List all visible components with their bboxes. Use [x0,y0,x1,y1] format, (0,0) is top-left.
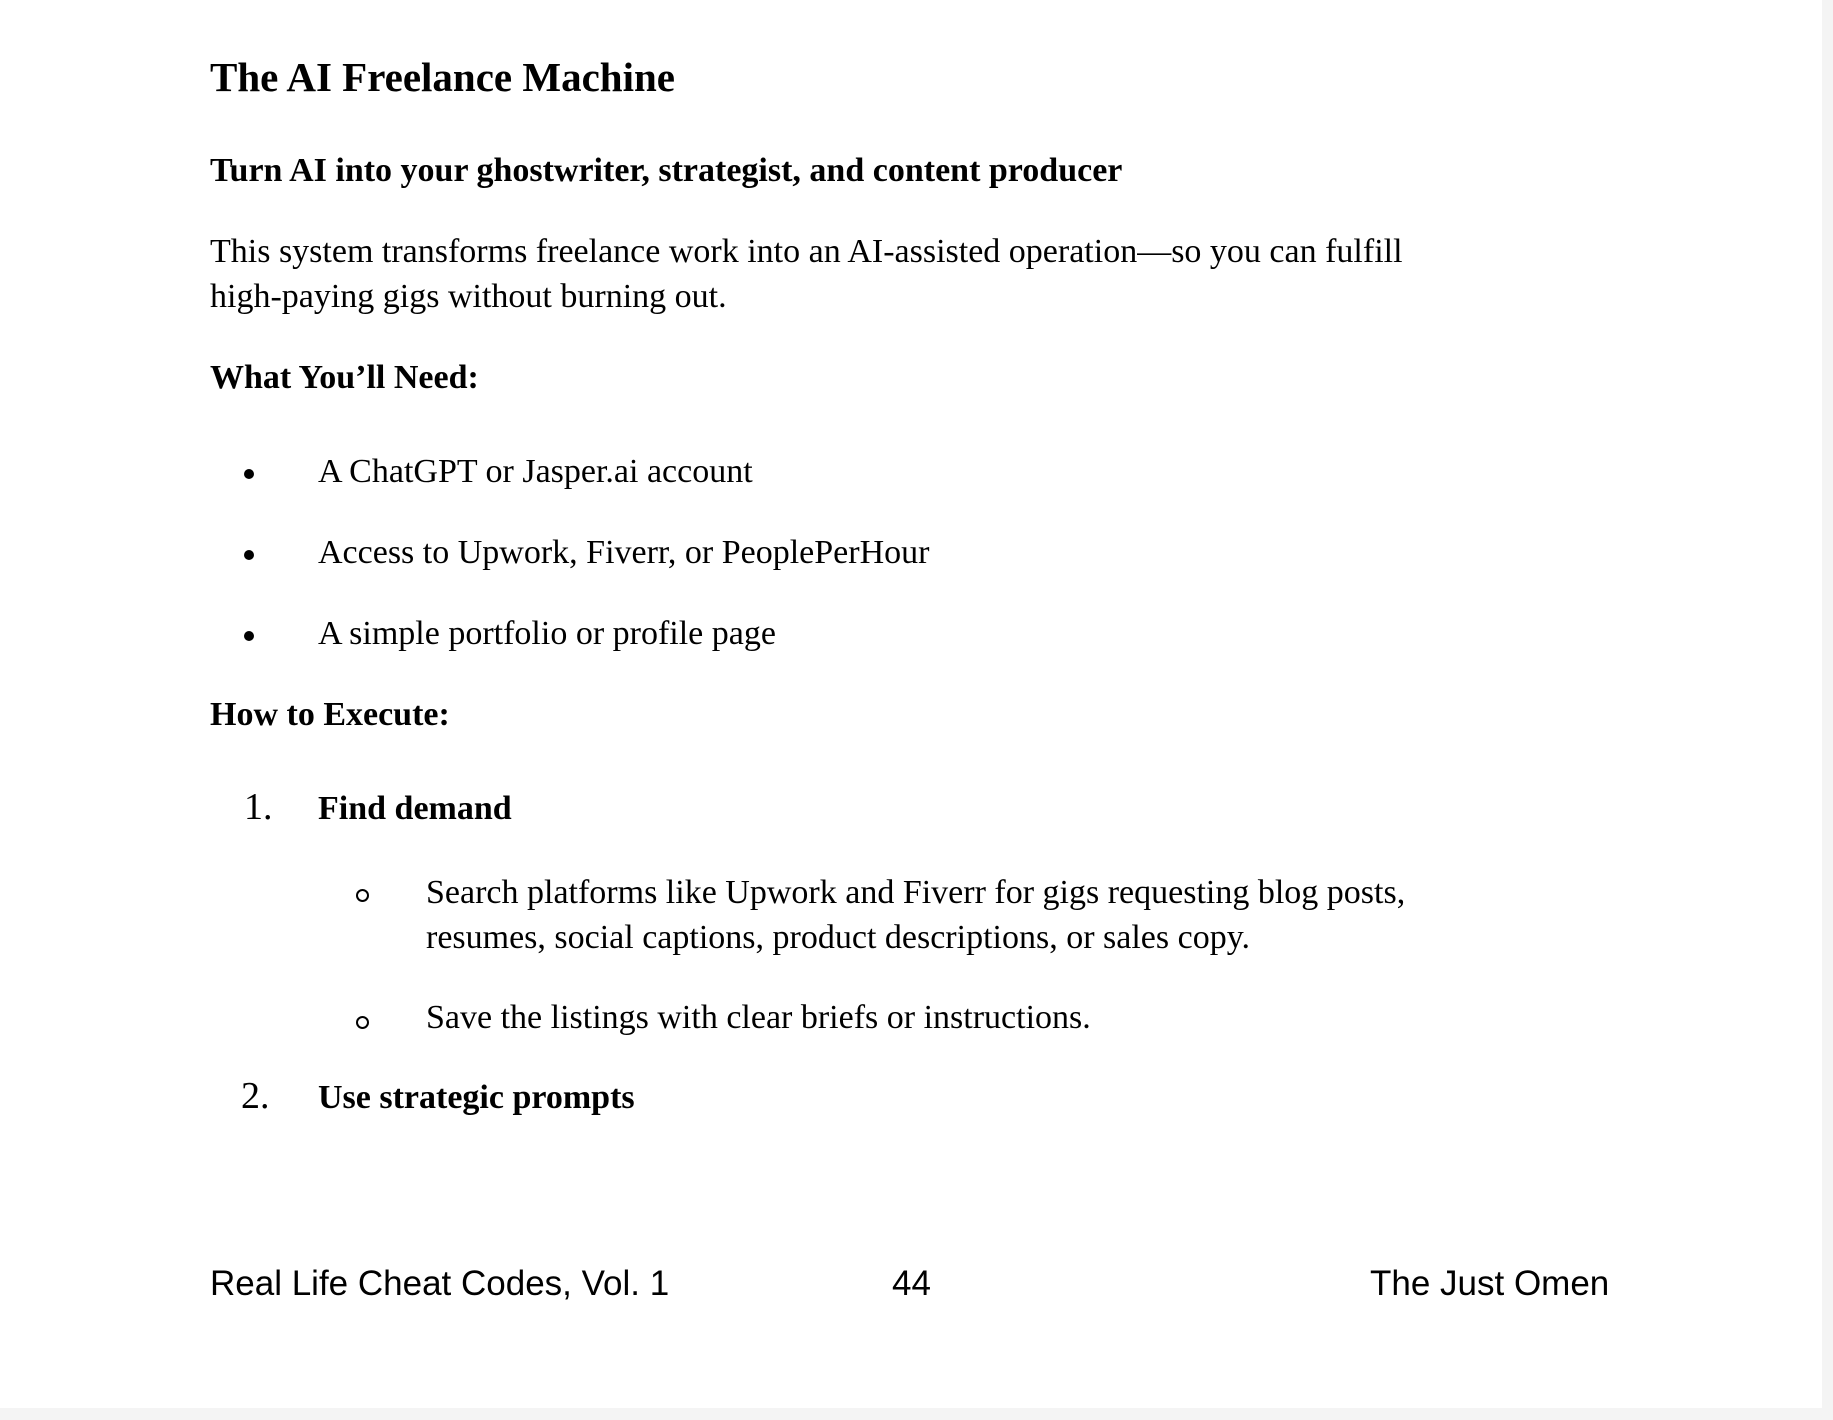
intro-line-1: This system transforms freelance work into an AI-assisted operation—so you can fulfill [210,233,1403,270]
execute-heading: How to Execute: [210,696,450,733]
bullet-icon [244,631,254,641]
need-item-text: A simple portfolio or profile page [318,615,776,652]
circle-bullet-icon [356,1016,369,1029]
footer-author: The Just Omen [1370,1264,1610,1303]
needs-heading: What You’ll Need: [210,359,479,396]
step-number: 2. [241,1075,270,1117]
page-subtitle: Turn AI into your ghostwriter, strategist, and content producer [210,152,1123,189]
step-number: 1. [244,786,273,828]
sub-item-line: Search platforms like Upwork and Fiverr for gigs requesting blog posts, [426,874,1406,911]
step-title: Use strategic prompts [318,1079,635,1116]
footer-page-number: 44 [892,1264,931,1303]
bullet-icon [244,550,254,560]
footer-book-title: Real Life Cheat Codes, Vol. 1 [210,1264,670,1303]
circle-bullet-icon [356,889,369,902]
need-item-text: Access to Upwork, Fiverr, or PeoplePerHour [318,534,930,571]
need-item-text: A ChatGPT or Jasper.ai account [318,453,753,490]
step-title: Find demand [318,790,512,827]
bullet-icon [244,469,254,479]
sub-item-line: resumes, social captions, product descriptions, or sales copy. [426,919,1250,956]
intro-line-2: high-paying gigs without burning out. [210,278,727,315]
sub-item-line: Save the listings with clear briefs or instructions. [426,999,1091,1036]
page-title: The AI Freelance Machine [210,54,675,100]
